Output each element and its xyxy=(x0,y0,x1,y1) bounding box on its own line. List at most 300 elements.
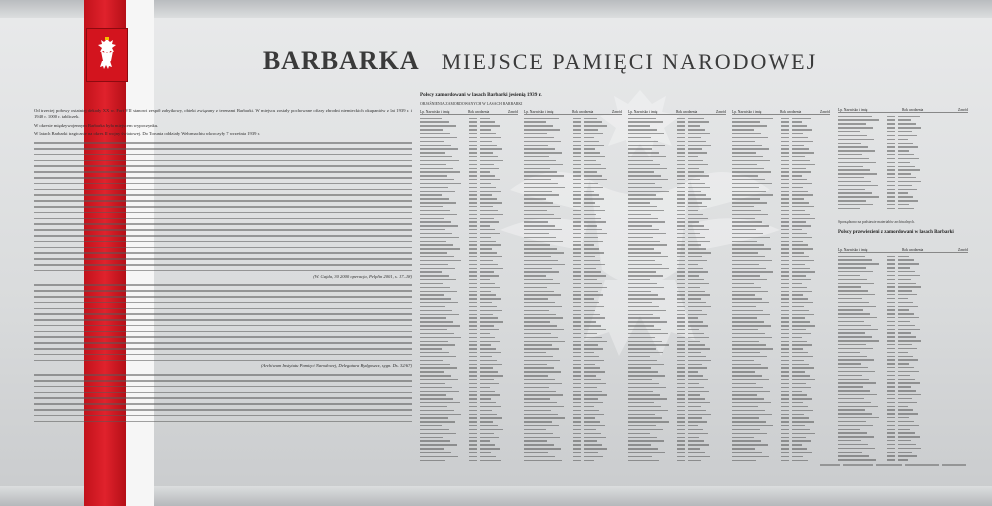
list-item xyxy=(838,420,968,423)
victims-list xyxy=(420,92,832,472)
list-item xyxy=(628,117,726,120)
list-item xyxy=(628,344,726,347)
list-item xyxy=(420,436,518,439)
list-item xyxy=(420,425,518,428)
column-header-job: Zawód xyxy=(508,110,518,114)
list-item xyxy=(524,336,622,339)
list-item xyxy=(838,324,968,327)
column-header-year: Rok urodzenia xyxy=(780,110,802,114)
list-item xyxy=(732,175,830,178)
list-item xyxy=(628,428,726,431)
column-header-name: Lp. Nazwisko i imię xyxy=(524,110,554,114)
list-item xyxy=(838,192,968,195)
list-item xyxy=(524,428,622,431)
list-item xyxy=(420,140,518,143)
list-item xyxy=(524,386,622,389)
list-item xyxy=(420,325,518,328)
list-item xyxy=(524,186,622,189)
list-item xyxy=(524,121,622,124)
victims-list-subheading: OBJAŚNIENIA ZAMORDOWANYCH W LASACH BARBARKI xyxy=(420,102,523,106)
list-item xyxy=(420,228,518,231)
list-item xyxy=(524,382,622,385)
list-item xyxy=(628,371,726,374)
list-item xyxy=(420,144,518,147)
list-item xyxy=(732,302,830,305)
list-item xyxy=(420,159,518,162)
victims-column-1 xyxy=(420,110,518,468)
list-item xyxy=(628,275,726,278)
list-item xyxy=(628,202,726,205)
list-item xyxy=(420,148,518,151)
list-item xyxy=(732,417,830,420)
victims-column-2 xyxy=(524,110,622,468)
list-item xyxy=(524,159,622,162)
column-header-job: Zawód xyxy=(820,110,830,114)
list-item xyxy=(420,221,518,224)
list-item xyxy=(628,278,726,281)
list-item xyxy=(420,394,518,397)
list-item xyxy=(628,190,726,193)
list-item xyxy=(628,355,726,358)
list-item xyxy=(838,263,968,266)
list-item xyxy=(420,459,518,462)
list-item xyxy=(420,294,518,297)
list-item xyxy=(524,213,622,216)
list-item xyxy=(732,313,830,316)
list-item xyxy=(420,263,518,266)
list-item xyxy=(732,455,830,458)
list-item xyxy=(838,142,968,145)
list-item xyxy=(732,425,830,428)
list-item xyxy=(732,305,830,308)
list-item xyxy=(420,421,518,424)
list-item xyxy=(420,232,518,235)
list-item xyxy=(732,163,830,166)
column-header-job: Zawód xyxy=(612,110,622,114)
list-item xyxy=(732,125,830,128)
list-item xyxy=(732,205,830,208)
list-item xyxy=(732,221,830,224)
list-item xyxy=(420,444,518,447)
list-item xyxy=(732,436,830,439)
victims-column-4 xyxy=(732,110,830,468)
list-item xyxy=(838,177,968,180)
victims-column-5 xyxy=(838,108,968,216)
list-item xyxy=(420,225,518,228)
list-item xyxy=(420,213,518,216)
list-item xyxy=(732,332,830,335)
history-text-block xyxy=(34,140,412,273)
column-header-job: Zawód xyxy=(716,110,726,114)
list-item xyxy=(420,252,518,255)
list-item xyxy=(420,417,518,420)
list-item xyxy=(420,305,518,308)
list-item xyxy=(628,282,726,285)
list-item xyxy=(628,244,726,247)
list-item xyxy=(838,359,968,362)
list-item xyxy=(524,228,622,231)
footer-credits xyxy=(820,462,970,468)
list-item xyxy=(524,321,622,324)
list-item xyxy=(524,167,622,170)
list-item xyxy=(838,440,968,443)
list-item xyxy=(838,153,968,156)
list-item xyxy=(524,313,622,316)
list-item xyxy=(420,359,518,362)
column-header-name: Lp. Nazwisko i imię xyxy=(838,108,868,112)
list-item xyxy=(838,332,968,335)
list-item xyxy=(420,271,518,274)
list-item xyxy=(524,202,622,205)
list-item xyxy=(628,132,726,135)
list-item xyxy=(524,221,622,224)
list-item xyxy=(420,182,518,185)
list-item xyxy=(524,348,622,351)
list-item xyxy=(628,451,726,454)
list-item xyxy=(628,448,726,451)
list-item xyxy=(838,267,968,270)
list-item xyxy=(420,132,518,135)
list-item xyxy=(732,132,830,135)
list-item xyxy=(628,248,726,251)
list-item xyxy=(628,129,726,132)
list-item xyxy=(732,444,830,447)
list-item xyxy=(732,405,830,408)
list-item xyxy=(524,444,622,447)
list-item xyxy=(628,332,726,335)
list-item xyxy=(732,252,830,255)
list-item xyxy=(628,317,726,320)
list-item xyxy=(838,382,968,385)
list-item xyxy=(524,259,622,262)
list-item xyxy=(420,194,518,197)
list-item xyxy=(732,167,830,170)
list-item xyxy=(838,428,968,431)
list-item xyxy=(628,405,726,408)
list-item xyxy=(628,186,726,189)
list-item xyxy=(838,443,968,446)
list-item xyxy=(838,351,968,354)
column-header-job: Zawód xyxy=(958,248,968,252)
list-item xyxy=(838,180,968,183)
list-item xyxy=(420,282,518,285)
list-item xyxy=(524,302,622,305)
list-item xyxy=(524,398,622,401)
list-item xyxy=(524,413,622,416)
list-item xyxy=(838,184,968,187)
list-item xyxy=(838,115,968,118)
column-header-year: Rok urodzenia xyxy=(572,110,594,114)
list-item xyxy=(524,367,622,370)
list-item xyxy=(732,340,830,343)
list-item xyxy=(420,336,518,339)
list-item xyxy=(628,409,726,412)
list-item xyxy=(628,136,726,139)
list-item xyxy=(732,390,830,393)
list-item xyxy=(420,209,518,212)
list-item xyxy=(524,432,622,435)
list-item xyxy=(420,332,518,335)
list-item xyxy=(838,130,968,133)
list-item xyxy=(732,351,830,354)
list-item xyxy=(420,413,518,416)
list-item xyxy=(732,152,830,155)
list-item xyxy=(732,232,830,235)
column-header-year: Rok urodzenia xyxy=(676,110,698,114)
list-item xyxy=(524,294,622,297)
list-item xyxy=(732,428,830,431)
list-item xyxy=(628,436,726,439)
list-item xyxy=(732,117,830,120)
list-item xyxy=(420,309,518,312)
list-item xyxy=(628,290,726,293)
list-item xyxy=(628,440,726,443)
list-item xyxy=(524,217,622,220)
list-item xyxy=(838,200,968,203)
list-item xyxy=(524,317,622,320)
list-item xyxy=(732,448,830,451)
list-item xyxy=(838,297,968,300)
list-item xyxy=(420,321,518,324)
list-item xyxy=(838,127,968,130)
list-item xyxy=(838,386,968,389)
list-item xyxy=(628,252,726,255)
list-item xyxy=(838,301,968,304)
list-item xyxy=(524,344,622,347)
list-item xyxy=(838,340,968,343)
list-item xyxy=(524,351,622,354)
list-item xyxy=(838,378,968,381)
list-item xyxy=(420,344,518,347)
list-item xyxy=(732,240,830,243)
list-item xyxy=(838,405,968,408)
list-item xyxy=(420,313,518,316)
list-item xyxy=(732,217,830,220)
list-item xyxy=(420,136,518,139)
list-item xyxy=(838,255,968,258)
history-text-column xyxy=(34,108,412,468)
list-item xyxy=(732,255,830,258)
list-item xyxy=(524,436,622,439)
list-item xyxy=(838,282,968,285)
list-item xyxy=(524,263,622,266)
list-item xyxy=(420,175,518,178)
list-item xyxy=(838,374,968,377)
list-item xyxy=(628,225,726,228)
list-item xyxy=(420,240,518,243)
list-item xyxy=(732,202,830,205)
list-item xyxy=(732,382,830,385)
list-item xyxy=(628,163,726,166)
list-item xyxy=(838,270,968,273)
list-item xyxy=(628,363,726,366)
list-item xyxy=(732,140,830,143)
list-item xyxy=(628,378,726,381)
list-item xyxy=(524,117,622,120)
list-item xyxy=(628,240,726,243)
list-item xyxy=(732,282,830,285)
list-item xyxy=(420,351,518,354)
list-item xyxy=(524,325,622,328)
list-item xyxy=(420,355,518,358)
list-item xyxy=(838,207,968,210)
list-item xyxy=(420,432,518,435)
list-item xyxy=(732,228,830,231)
list-item xyxy=(838,401,968,404)
list-item xyxy=(838,173,968,176)
list-item xyxy=(628,125,726,128)
list-item xyxy=(524,290,622,293)
list-item xyxy=(420,275,518,278)
list-item xyxy=(420,401,518,404)
list-item xyxy=(838,397,968,400)
list-item xyxy=(838,150,968,153)
column-header xyxy=(524,110,622,115)
list-item xyxy=(524,244,622,247)
list-item xyxy=(524,171,622,174)
list-item xyxy=(524,240,622,243)
list-item xyxy=(732,348,830,351)
list-item xyxy=(732,394,830,397)
polish-eagle-emblem-icon xyxy=(86,28,128,82)
list-item xyxy=(524,405,622,408)
list-item xyxy=(838,188,968,191)
list-item xyxy=(732,294,830,297)
list-item xyxy=(628,313,726,316)
list-item xyxy=(524,155,622,158)
list-item xyxy=(838,157,968,160)
list-item xyxy=(628,121,726,124)
list-item xyxy=(420,363,518,366)
list-item xyxy=(420,244,518,247)
list-item xyxy=(524,394,622,397)
list-item xyxy=(524,194,622,197)
list-item xyxy=(628,390,726,393)
column-header-year: Rok urodzenia xyxy=(902,108,924,112)
list-item xyxy=(838,119,968,122)
list-item xyxy=(524,148,622,151)
list-item xyxy=(420,448,518,451)
list-item xyxy=(628,394,726,397)
list-item xyxy=(524,152,622,155)
list-item xyxy=(838,343,968,346)
list-item xyxy=(838,436,968,439)
list-item xyxy=(732,259,830,262)
list-item xyxy=(420,367,518,370)
list-item xyxy=(732,186,830,189)
list-item xyxy=(524,125,622,128)
list-item xyxy=(628,382,726,385)
list-item xyxy=(838,169,968,172)
list-item xyxy=(524,252,622,255)
list-item xyxy=(420,371,518,374)
list-item xyxy=(420,428,518,431)
list-item xyxy=(524,451,622,454)
list-item xyxy=(732,398,830,401)
list-item xyxy=(628,209,726,212)
list-item xyxy=(420,202,518,205)
citation-2: (Archiwum Instytutu Pamięci Narodowej, Delegatura Bydgoszcz, sygn. Ds. 32/67) xyxy=(261,363,412,369)
list-item xyxy=(732,363,830,366)
list-item xyxy=(628,375,726,378)
list-item xyxy=(628,144,726,147)
list-item xyxy=(628,294,726,297)
list-item xyxy=(524,163,622,166)
list-item xyxy=(732,298,830,301)
list-item xyxy=(732,198,830,201)
list-item xyxy=(732,278,830,281)
list-item xyxy=(732,136,830,139)
list-item xyxy=(628,298,726,301)
list-item xyxy=(524,332,622,335)
list-item xyxy=(838,293,968,296)
list-item xyxy=(524,448,622,451)
list-item xyxy=(732,309,830,312)
list-item xyxy=(420,286,518,289)
list-item xyxy=(838,165,968,168)
list-item xyxy=(628,205,726,208)
list-item xyxy=(628,198,726,201)
list-item xyxy=(838,424,968,427)
list-item xyxy=(838,320,968,323)
list-item xyxy=(838,203,968,206)
list-item xyxy=(732,190,830,193)
column-header xyxy=(420,110,518,115)
list-item xyxy=(732,367,830,370)
list-item xyxy=(838,409,968,412)
list-item xyxy=(524,271,622,274)
history-paragraph-1: Od trzeciej połowy ostatniej dekady XX w. Fort VII stanowi zespół zabytkowy, obiekt związany z terenami Barbarki. W miejscu zostały pochowane ofiary zbrodni niemieckich okupantów z lat 1939 r. i 1940 r. 1000 r. tabliczek. xyxy=(34,108,412,119)
list-item xyxy=(732,317,830,320)
list-item xyxy=(838,196,968,199)
column-header xyxy=(838,108,968,113)
column-header-year: Rok urodzenia xyxy=(902,248,924,252)
list-item xyxy=(628,140,726,143)
list-item xyxy=(420,340,518,343)
list-item xyxy=(420,440,518,443)
list-item xyxy=(838,363,968,366)
list-item xyxy=(732,244,830,247)
list-item xyxy=(732,413,830,416)
list-item xyxy=(524,440,622,443)
list-item xyxy=(628,179,726,182)
list-item xyxy=(524,275,622,278)
list-item xyxy=(732,121,830,124)
list-item xyxy=(838,305,968,308)
list-item xyxy=(524,209,622,212)
list-item xyxy=(420,125,518,128)
list-item xyxy=(628,213,726,216)
list-item xyxy=(732,209,830,212)
list-item xyxy=(420,267,518,270)
list-item xyxy=(838,161,968,164)
list-item xyxy=(732,182,830,185)
citation-1: (W. Gajda, 30 2000 operacja, Pelplin 2001, s. 17–18) xyxy=(313,273,412,279)
list-item xyxy=(420,348,518,351)
column-header xyxy=(838,248,968,253)
list-item xyxy=(524,390,622,393)
list-item xyxy=(524,421,622,424)
list-item xyxy=(420,117,518,120)
list-item xyxy=(732,159,830,162)
list-item xyxy=(732,286,830,289)
list-item xyxy=(524,375,622,378)
list-item xyxy=(628,182,726,185)
list-item xyxy=(524,232,622,235)
list-item xyxy=(838,259,968,262)
list-item xyxy=(628,348,726,351)
list-item xyxy=(732,355,830,358)
